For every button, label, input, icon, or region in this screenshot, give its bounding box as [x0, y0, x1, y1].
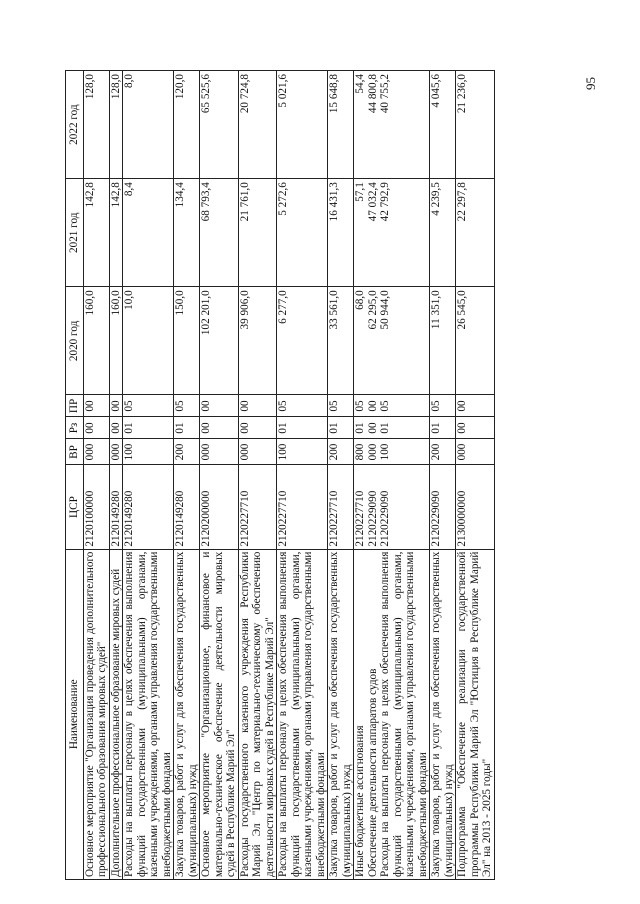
row-name-text: Основное мероприятие "Организация проведения дополнительного профессионального образования мировых судей" [83, 551, 108, 877]
cell-2020-value: 102 201,0 [200, 290, 212, 336]
cell-csr-value: 2120227710 [354, 490, 366, 547]
cell-pr [456, 395, 495, 417]
table-row [238, 71, 277, 880]
table-row [123, 71, 174, 880]
cell-rz-value: 01 [379, 422, 391, 434]
table-row [109, 71, 123, 880]
cell-name [123, 549, 174, 879]
row-name-text: Основное мероприятие "Организационное, финансовое и материально-техническое обеспечение деятельности мировых судей в Республике Марий Эл" [200, 551, 237, 877]
cell-2022-value: 40 755,2 [379, 74, 391, 114]
cell-2022-value: 15 648,8 [328, 74, 340, 114]
cell-2020-value: 6 277,0 [277, 290, 289, 324]
header-rz: Рз [66, 417, 84, 439]
table-row [430, 71, 456, 880]
cell-pr-value: 00 [238, 400, 251, 412]
cell-rz-value: 00 [456, 422, 468, 434]
cell-2022-value: 21 236,0 [456, 74, 468, 114]
cell-name [238, 549, 277, 879]
cell-name [328, 549, 354, 879]
cell-2021-value: 134,4 [174, 182, 186, 208]
cell-vr [277, 439, 328, 465]
cell-vr-value: 000 [83, 443, 96, 461]
cell-csr-value: 2120227710 [328, 490, 340, 547]
cell-pr-value: 00 [200, 400, 212, 412]
table-row [174, 71, 200, 880]
cell-2020 [174, 287, 200, 395]
cell-csr-value: 2120227710 [277, 490, 289, 547]
cell-2021 [277, 179, 328, 287]
cell-csr-value: 2120229090 [430, 490, 442, 547]
cell-rz-value: 01 [277, 422, 289, 434]
cell-rz [200, 417, 239, 439]
cell-2021-value: 57,1 [354, 182, 366, 202]
cell-pr-value: 00 [366, 400, 379, 412]
cell-2022 [238, 71, 277, 179]
cell-pr [123, 395, 174, 417]
cell-2020 [328, 287, 354, 395]
cell-pr-value: 00 [109, 400, 122, 412]
table-row [83, 71, 109, 880]
cell-2022 [83, 71, 109, 179]
cell-2022-value: 4 045,6 [430, 74, 442, 108]
cell-vr-value: 000 [456, 443, 468, 461]
header-pr: ПР [66, 395, 84, 417]
cell-rz [277, 417, 328, 439]
cell-vr [174, 439, 200, 465]
cell-vr-value: 100 [277, 443, 289, 461]
cell-pr-value: 05 [430, 400, 442, 412]
cell-2020 [354, 287, 430, 395]
row-name-text: Закупка товаров, работ и услуг для обеспечения государственных (муниципальных) нужд [174, 551, 199, 877]
cell-2021 [200, 179, 239, 287]
cell-rz-value: 01 [174, 422, 186, 434]
cell-pr [200, 395, 239, 417]
row-name-text: Закупка товаров, работ и услуг для обеспечения государственных (муниципальных) нужд [328, 551, 353, 877]
cell-rz-value: 00 [200, 422, 212, 434]
cell-vr-value: 200 [328, 443, 340, 461]
cell-rz [109, 417, 123, 439]
cell-2021 [174, 179, 200, 287]
table-row [456, 71, 495, 880]
cell-vr [200, 439, 239, 465]
cell-csr-value: 2120149280 [174, 490, 186, 547]
table-row [277, 71, 328, 880]
cell-name [174, 549, 200, 879]
cell-rz-value: 00 [366, 422, 379, 434]
row-name-text: Закупка товаров, работ и услуг для обеспечения государственных (муниципальных) нужд [430, 551, 455, 877]
row-name-text: Расходы на выплаты персоналу в целях обеспечения выполнения функций государственными (муниципальными) органами, казенными учреждениями, органами управления государственными внебюджетными фондами [277, 551, 327, 877]
cell-name [200, 549, 239, 879]
budget-table [65, 70, 495, 880]
cell-name [83, 549, 109, 879]
cell-vr [109, 439, 123, 465]
table-body [83, 71, 494, 880]
cell-pr [83, 395, 109, 417]
cell-2022 [328, 71, 354, 179]
cell-vr-value: 200 [430, 443, 442, 461]
cell-vr-value: 800 [354, 443, 366, 461]
cell-pr-value: 05 [354, 400, 366, 412]
cell-vr [123, 439, 174, 465]
cell-pr [354, 395, 430, 417]
cell-pr-value: 05 [123, 400, 135, 412]
table-header-row [66, 71, 84, 880]
cell-rz [238, 417, 277, 439]
cell-csr [83, 465, 109, 549]
cell-2021 [354, 179, 430, 287]
cell-2021-value: 68 793,4 [200, 182, 212, 222]
cell-rz-value: 01 [328, 422, 340, 434]
cell-vr-value: 000 [200, 443, 212, 461]
cell-csr-value: 2120200000 [200, 490, 212, 547]
cell-csr-value: 2130000000 [456, 490, 468, 547]
cell-rz-value: 00 [238, 422, 251, 434]
cell-csr [200, 465, 239, 549]
cell-csr [277, 465, 328, 549]
cell-csr [174, 465, 200, 549]
cell-2022-value: 128,0 [83, 74, 96, 100]
cell-2020 [83, 287, 109, 395]
cell-rz [83, 417, 109, 439]
cell-2022 [109, 71, 123, 179]
cell-csr [123, 465, 174, 549]
table-row [328, 71, 354, 880]
cell-2022-value: 8,0 [123, 74, 135, 88]
row-name-text: Расходы на выплаты персоналу в целях обеспечения выполнения функций государственными (муниципальными) органами, казенными учреждениями, органами управления государственными внебюджетными фондами [123, 551, 173, 877]
cell-csr-value: 2120229090 [379, 490, 391, 547]
cell-csr [238, 465, 277, 549]
cell-2022 [174, 71, 200, 179]
cell-name [430, 549, 456, 879]
cell-pr [430, 395, 456, 417]
cell-csr [430, 465, 456, 549]
cell-2020 [109, 287, 123, 395]
cell-pr-value: 05 [277, 400, 289, 412]
header-2022: 2022 год [66, 71, 84, 179]
cell-csr [354, 465, 430, 549]
cell-rz [354, 417, 430, 439]
cell-vr [238, 439, 277, 465]
cell-2022-value: 44 800,8 [366, 74, 379, 114]
cell-vr [354, 439, 430, 465]
row-name-text: Расходы на выплаты персоналу в целях обеспечения выполнения функций государственными (муниципальными) органами, казенными учреждениями, органами управления государственными внебюджетными фондами [379, 551, 429, 877]
cell-csr [109, 465, 123, 549]
cell-pr-value: 05 [328, 400, 340, 412]
cell-pr [109, 395, 123, 417]
cell-vr-value: 000 [366, 443, 379, 461]
cell-2021 [109, 179, 123, 287]
row-name-text: Подпрограмма "Обеспечение реализации государственной программы Республики Марий Эл "Юстиция в Республике Марий Эл" на 2013 - 2025 годы" [456, 551, 493, 877]
cell-csr-value: 2120100000 [83, 490, 96, 547]
cell-rz-value: 00 [83, 422, 96, 434]
cell-rz [456, 417, 495, 439]
cell-2021-value: 8,4 [123, 182, 135, 197]
cell-2021-value: 42 792,9 [379, 182, 391, 222]
cell-2021-value: 21 761,0 [238, 182, 251, 222]
cell-2022-value: 128,0 [109, 74, 122, 100]
cell-2021 [456, 179, 495, 287]
cell-vr [430, 439, 456, 465]
cell-vr [456, 439, 495, 465]
row-name-text: Дополнительное профессиональное образование мировых судей [109, 568, 122, 877]
table-row [200, 71, 239, 880]
cell-2022-value: 20 724,8 [238, 74, 251, 114]
cell-rz-value: 00 [109, 422, 122, 434]
cell-pr [328, 395, 354, 417]
header-2020: 2020 год [66, 287, 84, 395]
cell-rz-value: 01 [430, 422, 442, 434]
cell-2021 [238, 179, 277, 287]
cell-2022 [456, 71, 495, 179]
cell-vr [83, 439, 109, 465]
cell-vr-value: 100 [379, 443, 391, 461]
cell-rz-value: 01 [354, 422, 366, 434]
cell-2020 [430, 287, 456, 395]
cell-2020 [123, 287, 174, 395]
cell-vr [328, 439, 354, 465]
table-row [354, 71, 430, 880]
row-name-text: Расходы государственного казенного учреждения Республики Марий Эл "Центр по материально-техническому обеспечению деятельности мировых судей в Республике Марий Эл" [238, 551, 276, 877]
row-name-text: Обеспечение деятельности аппаратов судов [366, 668, 379, 877]
cell-2021-value: 142,8 [109, 182, 122, 208]
cell-name [109, 549, 123, 879]
cell-csr-value: 2120229090 [366, 490, 379, 547]
cell-2021-value: 16 431,3 [328, 182, 340, 222]
cell-2021 [430, 179, 456, 287]
cell-2022-value: 65 525,6 [200, 74, 212, 114]
cell-2022 [123, 71, 174, 179]
cell-2020-value: 33 561,0 [328, 290, 340, 330]
cell-rz [328, 417, 354, 439]
header-2021: 2021 год [66, 179, 84, 287]
cell-2022-value: 120,0 [174, 74, 186, 100]
header-vr: ВР [66, 439, 84, 465]
cell-name [354, 549, 430, 879]
cell-pr [238, 395, 277, 417]
cell-2022 [277, 71, 328, 179]
cell-2021 [83, 179, 109, 287]
cell-2020-value: 39 906,0 [238, 290, 251, 330]
cell-2020 [277, 287, 328, 395]
cell-pr-value: 05 [174, 400, 186, 412]
cell-2020-value: 11 351,0 [430, 290, 442, 330]
cell-2020-value: 62 295,0 [366, 290, 379, 330]
cell-2021-value: 22 297,8 [456, 182, 468, 222]
cell-2021-value: 142,8 [83, 182, 96, 208]
cell-rz [123, 417, 174, 439]
cell-vr-value: 000 [238, 443, 251, 461]
cell-2020-value: 26 545,0 [456, 290, 468, 330]
cell-csr [456, 465, 495, 549]
cell-2022 [200, 71, 239, 179]
cell-2021 [123, 179, 174, 287]
cell-2020-value: 68,0 [354, 290, 366, 310]
cell-2020 [200, 287, 239, 395]
cell-2020-value: 50 944,0 [379, 290, 391, 330]
cell-pr [174, 395, 200, 417]
cell-pr-value: 00 [83, 400, 96, 412]
cell-name [277, 549, 328, 879]
cell-vr-value: 100 [123, 443, 135, 461]
cell-2020-value: 150,0 [174, 290, 186, 316]
cell-2021-value: 4 239,5 [430, 182, 442, 216]
cell-2020-value: 10,0 [123, 290, 135, 310]
rotated-table-container [65, 70, 555, 880]
header-name: Наименование [66, 549, 84, 879]
cell-2022 [354, 71, 430, 179]
cell-2020-value: 160,0 [109, 290, 122, 316]
cell-rz [430, 417, 456, 439]
cell-2021 [328, 179, 354, 287]
cell-rz [174, 417, 200, 439]
cell-pr [277, 395, 328, 417]
cell-pr-value: 05 [379, 400, 391, 412]
cell-2022 [430, 71, 456, 179]
cell-csr-value: 2120149280 [109, 490, 122, 547]
cell-rz-value: 01 [123, 422, 135, 434]
cell-2021-value: 5 272,6 [277, 182, 289, 216]
row-name-text: Иные бюджетные ассигнования [354, 725, 366, 877]
cell-name [456, 549, 495, 879]
cell-2022-value: 5 021,6 [277, 74, 289, 108]
header-csr: ЦСР [66, 465, 84, 549]
cell-pr-value: 00 [456, 400, 468, 412]
cell-vr-value: 200 [174, 443, 186, 461]
cell-csr-value: 2120149280 [123, 490, 135, 547]
cell-2020 [238, 287, 277, 395]
cell-csr-value: 2120227710 [238, 490, 251, 547]
cell-2021-value: 47 032,4 [366, 182, 379, 222]
cell-2020 [456, 287, 495, 395]
page-number: 95 [583, 77, 598, 90]
cell-vr-value: 000 [109, 443, 122, 461]
cell-2022-value: 54,4 [354, 74, 366, 94]
cell-csr [328, 465, 354, 549]
cell-2020-value: 160,0 [83, 290, 96, 316]
